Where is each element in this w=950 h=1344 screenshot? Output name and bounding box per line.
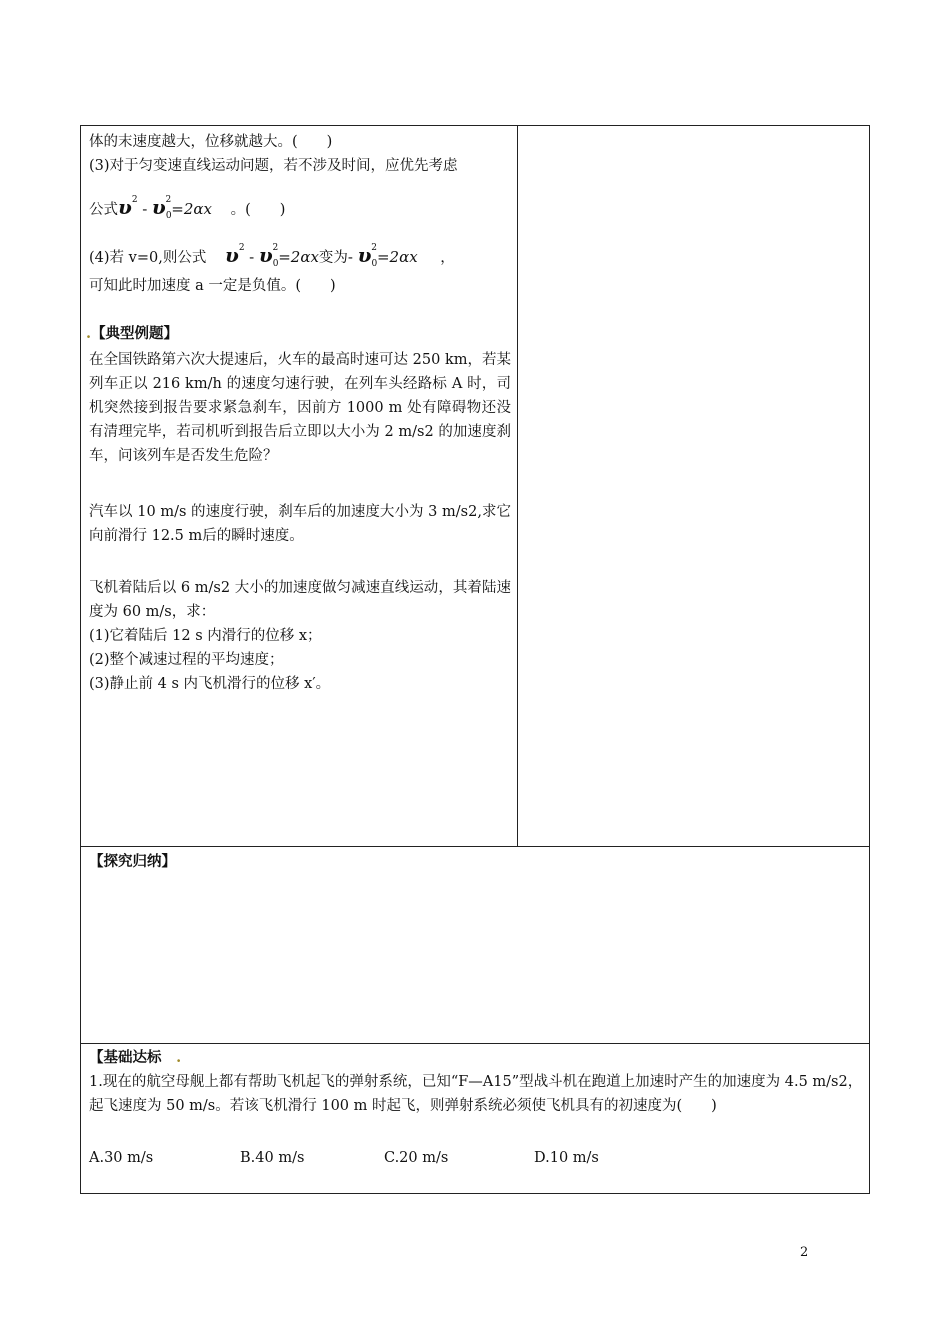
example-1: 在全国铁路第六次大提速后，火车的最高时速可达 250 km，若某列车正以 216 km/h 的速度匀速行驶，在列车头经路标 A 时，司机突然接到报告要求紧急刹车，因前方 1000 m 处有障碍物还没有清理完毕，若司机听到报告后立即以大小为 2 m/s2 的加速度刹车，问该列车是否发生危险？ (89, 352, 511, 464)
example-3-item-3: (3)静止前 4 s 内飞机滑行的位移 x′。 (89, 676, 331, 692)
formula-v0: $\upsilon_0^2$ (357, 243, 378, 269)
formula-suffix: 。( ) (230, 202, 286, 218)
q4-prefix: (4)若 v=0,则公式 (89, 250, 207, 266)
example-3-item-2: (2)整个减速过程的平均速度； (89, 652, 284, 668)
page-number: 2 (800, 1245, 809, 1260)
formula-v: $\upsilon^2$ (118, 195, 138, 219)
basic-question-1: 1.现在的航空母舰上都有帮助飞机起飞的弹射系统，已知“F—A15”型战斗机在跑道上加速时产生的加速度为 4.5 m/s2，起飞速度为 50 m/s。若该飞机滑行 100 m 时起飞，则弹射系统必须使飞机具有的初速度为( ) (89, 1074, 863, 1114)
formula-v0: $\upsilon_0^2$ (151, 195, 172, 221)
choice-c: C.20 m/s (384, 1150, 449, 1166)
statement-line: 体的末速度越大，位移就越大。( ) (89, 134, 333, 150)
formula-prefix: 公式 (89, 202, 118, 218)
example-3-intro: 飞机着陆后以 6 m/s2 大小的加速度做匀减速直线运动，其着陆速度为 60 m/s，求： (89, 580, 511, 620)
basic-heading: 【基础达标 . (89, 1049, 182, 1066)
choice-a: A.30 m/s (89, 1150, 154, 1166)
formula-rhs: =2αx (171, 200, 212, 218)
example-2: 汽车以 10 m/s 的速度行驶，刹车后的加速度大小为 3 m/s2,求它向前滑行 12.5 m后的瞬时速度。 (89, 504, 511, 544)
formula-rhs: =2αx (278, 248, 319, 266)
summary-heading: 【探究归纳】 (89, 853, 176, 870)
question-4-formula-line (89, 236, 455, 276)
basic-practice-section (80, 1043, 870, 1194)
formula-v0: $\upsilon_0^2$ (258, 243, 279, 269)
formula-minus: - (142, 200, 148, 218)
choice-b: B.40 m/s (240, 1150, 305, 1166)
q4-suffix: ， (440, 250, 455, 266)
formula-v: $\upsilon^2$ (224, 243, 245, 267)
question-4-text: 可知此时加速度 a 一定是负值。( ) (89, 278, 336, 294)
summary-section (80, 846, 870, 1044)
choice-d: D.10 m/s (534, 1150, 599, 1166)
question-3-text: (3)对于匀变速直线运动问题，若不涉及时间，应优先考虑 (89, 158, 458, 174)
formula-minus: - (249, 248, 255, 266)
question-3-formula-line (89, 188, 285, 228)
formula-minus: - (347, 248, 353, 266)
example-3-item-1: (1)它着陆后 12 s 内滑行的位移 x； (89, 628, 322, 644)
q4-mid: 变为 (318, 250, 348, 266)
column-divider (517, 125, 518, 847)
formula-rhs: =2αx (376, 248, 418, 266)
examples-heading: .【典型例题】 (86, 325, 179, 342)
worksheet-table (80, 125, 870, 847)
